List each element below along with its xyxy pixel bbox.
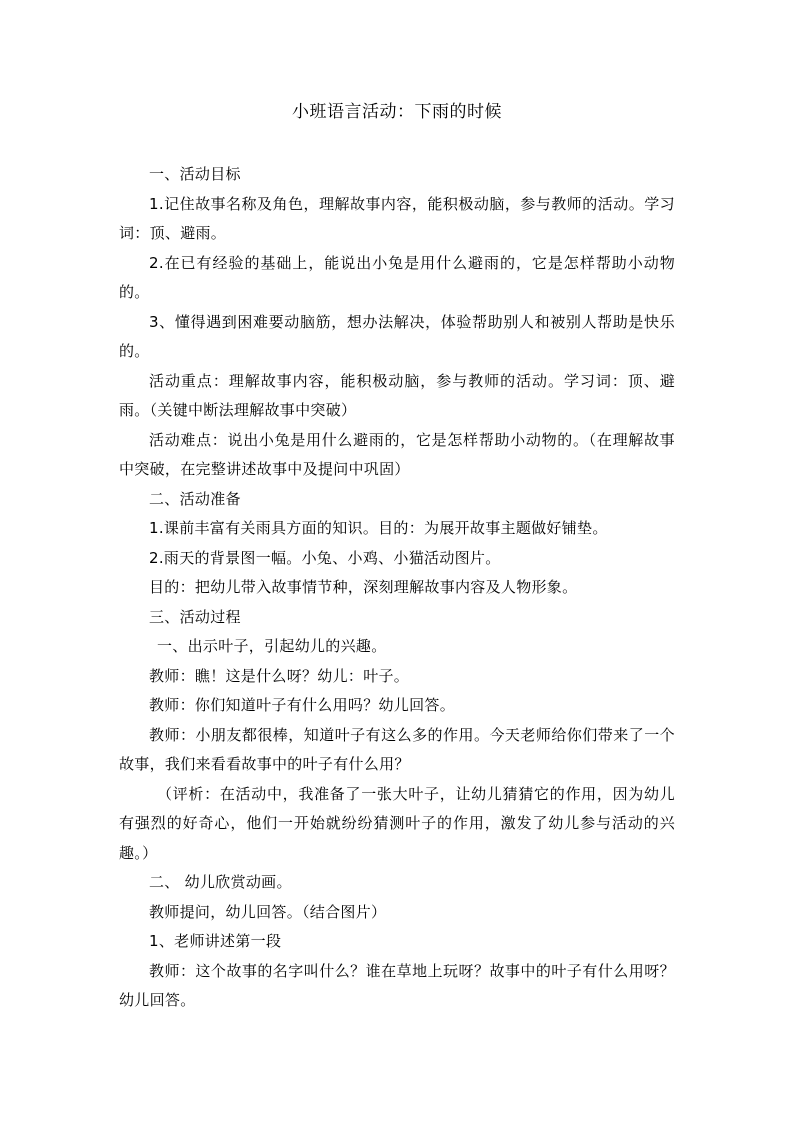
preparation-paragraph-1: 1.课前丰富有关雨具方面的知识。目的：为展开故事主题做好铺垫。 (149, 519, 608, 537)
dialogue-paragraph-2: 教师：你们知道叶子有什么用吗？幼儿回答。 (149, 696, 456, 714)
section-heading-process: 三、活动过程 (149, 607, 241, 626)
first-segment-heading: 1、老师讲述第一段 (149, 932, 282, 950)
difficulty-paragraph: 活动难点：说出小兔是用什么避雨的，它是怎样帮助小动物的。（在理解故事中突破，在完整讲述故事中及提问中巩固） (119, 430, 675, 478)
objective-paragraph-1: 1.记住故事名称及角色，理解故事内容，能积极动脑，参与教师的活动。学习词：顶、避雨。 (119, 194, 675, 242)
dialogue-paragraph-4: 教师：这个故事的名字叫什么？谁在草地上玩呀？故事中的叶子有什么用呀？幼儿回答。 (119, 961, 675, 1009)
process-step-1-heading: 一、出示叶子，引起幼儿的兴趣。 (157, 637, 387, 655)
dialogue-paragraph-3: 教师：小朋友都很棒，知道叶子有这么多的作用。今天老师给你们带来了一个故事，我们来看看故事中的叶子有什么用？ (119, 725, 675, 773)
section-heading-preparation: 二、活动准备 (149, 489, 241, 508)
section-heading-objectives: 一、活动目标 (149, 165, 241, 183)
process-step-2-heading: 二、 幼儿欣赏动画。 (149, 873, 292, 891)
key-point-paragraph: 活动重点：理解故事内容，能积极动脑，参与教师的活动。学习词：顶、避雨。（关键中断法理解故事中突破） (119, 371, 675, 419)
document-title: 小班语言活动：下雨的时候 (292, 102, 502, 122)
question-answer-paragraph: 教师提问，幼儿回答。（结合图片） (149, 902, 387, 921)
objective-paragraph-2: 2.在已有经验的基础上，能说出小兔是用什么避雨的，它是怎样帮助小动物的。 (119, 253, 675, 301)
commentary-paragraph: （评析：在活动中，我准备了一张大叶子，让幼儿猜猜它的作用，因为幼儿有强烈的好奇心，他们一开始就纷纷猜测叶子的作用，激发了幼儿参与活动的兴趣。） (119, 784, 675, 862)
document-body (119, 160, 675, 1016)
preparation-paragraph-2: 2.雨天的背景图一幅。小兔、小鸡、小猫活动图片。 (149, 548, 501, 567)
preparation-purpose-paragraph: 目的：把幼儿带入故事情节种，深刻理解故事内容及人物形象。 (149, 578, 578, 596)
objective-paragraph-3: 3、懂得遇到困难要动脑筋，想办法解决，体验帮助别人和被别人帮助是快乐的。 (119, 312, 675, 360)
dialogue-paragraph-1: 教师：瞧！这是什么呀？幼儿：叶子。 (149, 666, 410, 685)
